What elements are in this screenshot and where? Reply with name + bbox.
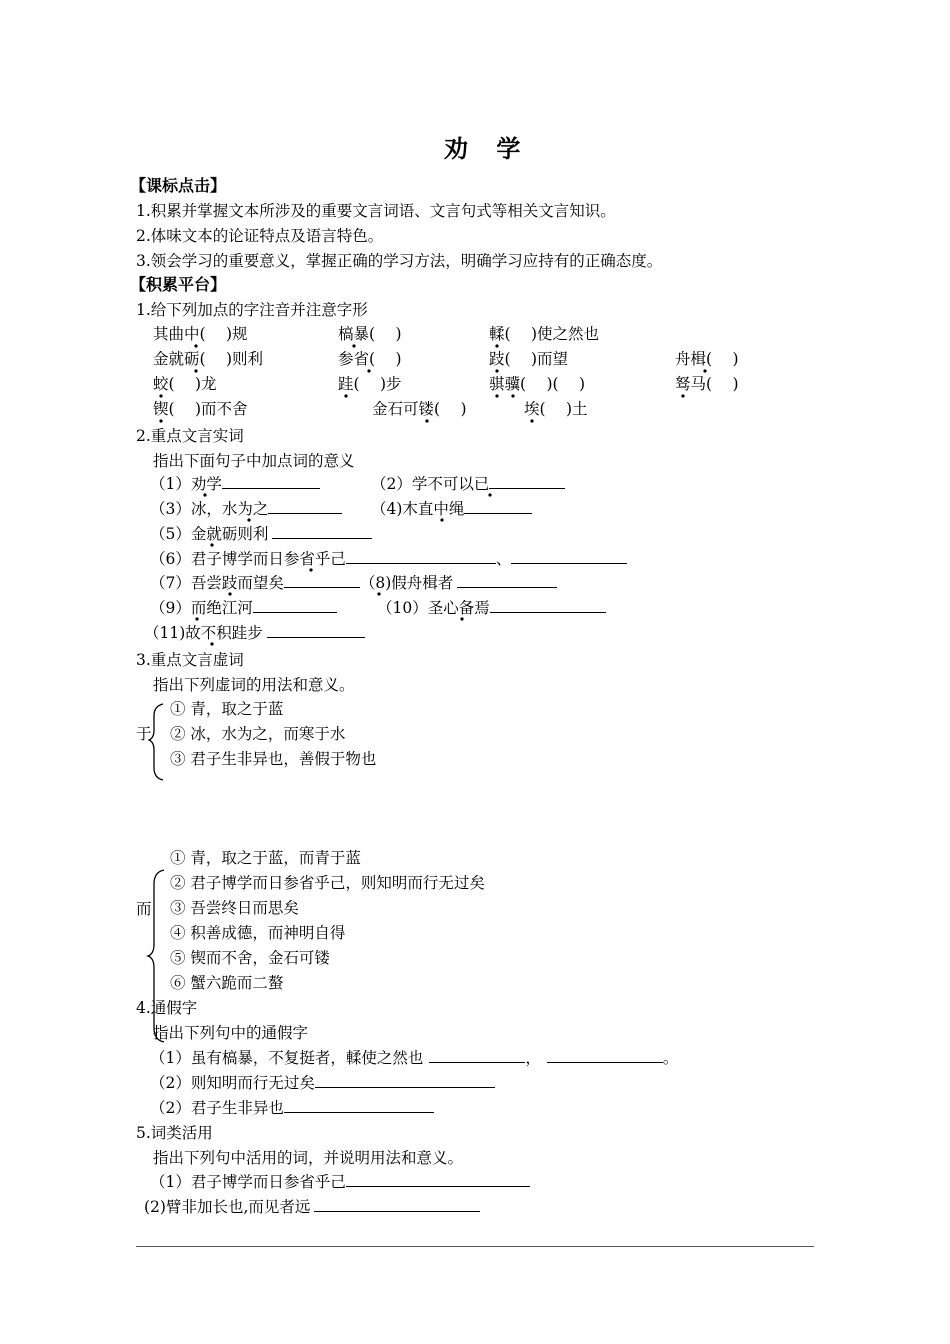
yu-label: 于 (136, 725, 152, 743)
q1-item: 参省( ) (338, 350, 402, 368)
answer-blank[interactable] (284, 1098, 434, 1113)
q4-title: 4.通假字 (136, 999, 198, 1017)
er-item: ③ 吾尝终日而思矣 (170, 899, 299, 917)
answer-blank[interactable] (547, 1048, 663, 1063)
q1-item: 骐骥( )( ) (489, 375, 586, 393)
er-item: ⑥ 蟹六跪而二螯 (170, 974, 284, 992)
section-heading-jilei: 【积累平台】 (130, 275, 227, 294)
q2-item: （1）劝学 (150, 474, 320, 494)
answer-blank[interactable] (268, 499, 342, 514)
answer-blank[interactable] (284, 573, 360, 588)
q1-item: 跬( )步 (338, 375, 402, 393)
yu-item: ② 冰，水为之，而寒于水 (170, 725, 346, 743)
q1-title: 1.给下列加点的字注音并注意字形 (136, 301, 368, 319)
answer-blank[interactable] (511, 549, 627, 564)
q5-item: (2)臂非加长也,而见者远 (144, 1197, 480, 1217)
q1-item: 舟楫( ) (675, 350, 739, 368)
q2-item: （9）而绝江河 (150, 598, 337, 618)
footer-divider (136, 1246, 814, 1247)
er-item: ⑤ 锲而不舍，金石可镂 (170, 949, 330, 967)
q2-item: （7）吾尝跂而望矣 （8)假舟楫者 (150, 573, 557, 593)
answer-blank[interactable] (464, 499, 532, 514)
q4-instruction: 指出下列句中的通假字 (153, 1024, 309, 1042)
q5-item: （1）君子博学而日参省乎己 (150, 1172, 530, 1192)
q1-item: 驽马( ) (675, 375, 739, 393)
q1-item: 埃( )土 (524, 400, 588, 418)
q2-item: （2）学不可以已 (371, 474, 565, 494)
kebiao-item-2: 2.体味文本的论证特点及语言特色。 (136, 227, 384, 245)
q1-item: 輮( )使之然也 (489, 325, 600, 343)
q1-item: 金石可镂( ) (372, 400, 467, 418)
q2-item: （6）君子博学而日参省乎己 、 (150, 549, 627, 569)
answer-blank[interactable] (489, 474, 565, 489)
kebiao-item-1: 1.积累并掌握文本所涉及的重要文言词语、文言句式等相关文言知识。 (136, 202, 616, 220)
q2-instruction: 指出下面句子中加点词的意义 (153, 452, 355, 470)
q1-item: 锲( )而不舍 (153, 400, 248, 418)
answer-blank[interactable] (222, 474, 320, 489)
q1-item: 蛟( )龙 (153, 375, 217, 393)
q2-item: （10）圣心备焉 (377, 598, 606, 618)
q2-item: （4)木直中绳 (371, 499, 532, 519)
q3-title: 3.重点文言虚词 (136, 651, 244, 669)
q4-item: （1）虽有槁暴，不复挺者，輮使之然也 ， 。 (150, 1049, 679, 1067)
q1-item: 槁暴( ) (338, 325, 402, 343)
page-title: 劝 学 (444, 135, 531, 163)
q5-title: 5.词类活用 (136, 1124, 213, 1142)
q5-instruction: 指出下列句中活用的词，并说明用法和意义。 (153, 1149, 464, 1167)
yu-item: ③ 君子生非异也，善假于物也 (170, 750, 377, 768)
answer-blank[interactable] (490, 598, 606, 613)
answer-blank[interactable] (267, 623, 365, 638)
q4-item: （2）君子生非异也 (150, 1098, 434, 1118)
answer-blank[interactable] (346, 1172, 530, 1187)
q2-item: （11)故不积跬步 (144, 623, 365, 643)
answer-blank[interactable] (457, 573, 557, 588)
yu-item: ① 青，取之于蓝 (170, 700, 284, 718)
q3-instruction: 指出下列虚词的用法和意义。 (153, 676, 355, 694)
q1-item: 跂( )而望 (489, 350, 569, 368)
section-heading-kebiao: 【课标点击】 (130, 176, 227, 195)
answer-blank[interactable] (429, 1048, 525, 1063)
q1-item: 其曲中( )规 (153, 325, 248, 343)
kebiao-item-3: 3.领会学习的重要意义，掌握正确的学习方法，明确学习应持有的正确态度。 (136, 252, 663, 270)
answer-blank[interactable] (253, 598, 337, 613)
q2-item: （3）冰，水为之 (150, 499, 342, 519)
q1-item: 金就砺( )则利 (153, 350, 264, 368)
q2-title: 2.重点文言实词 (136, 427, 244, 445)
answer-blank[interactable] (272, 524, 372, 539)
yu-brace (148, 702, 168, 782)
er-label: 而 (136, 900, 152, 918)
er-item: ② 君子博学而日参省乎己，则知明而行无过矣 (170, 874, 485, 892)
er-item: ④ 积善成德，而神明自得 (170, 924, 346, 942)
answer-blank[interactable] (314, 1197, 480, 1212)
q2-item: （5）金就砺则利 (150, 524, 372, 544)
er-item: ① 青，取之于蓝，而青于蓝 (170, 849, 361, 867)
q4-item: （2）则知明而行无过矣 (150, 1073, 495, 1093)
answer-blank[interactable] (315, 1073, 495, 1088)
answer-blank[interactable] (346, 549, 496, 564)
